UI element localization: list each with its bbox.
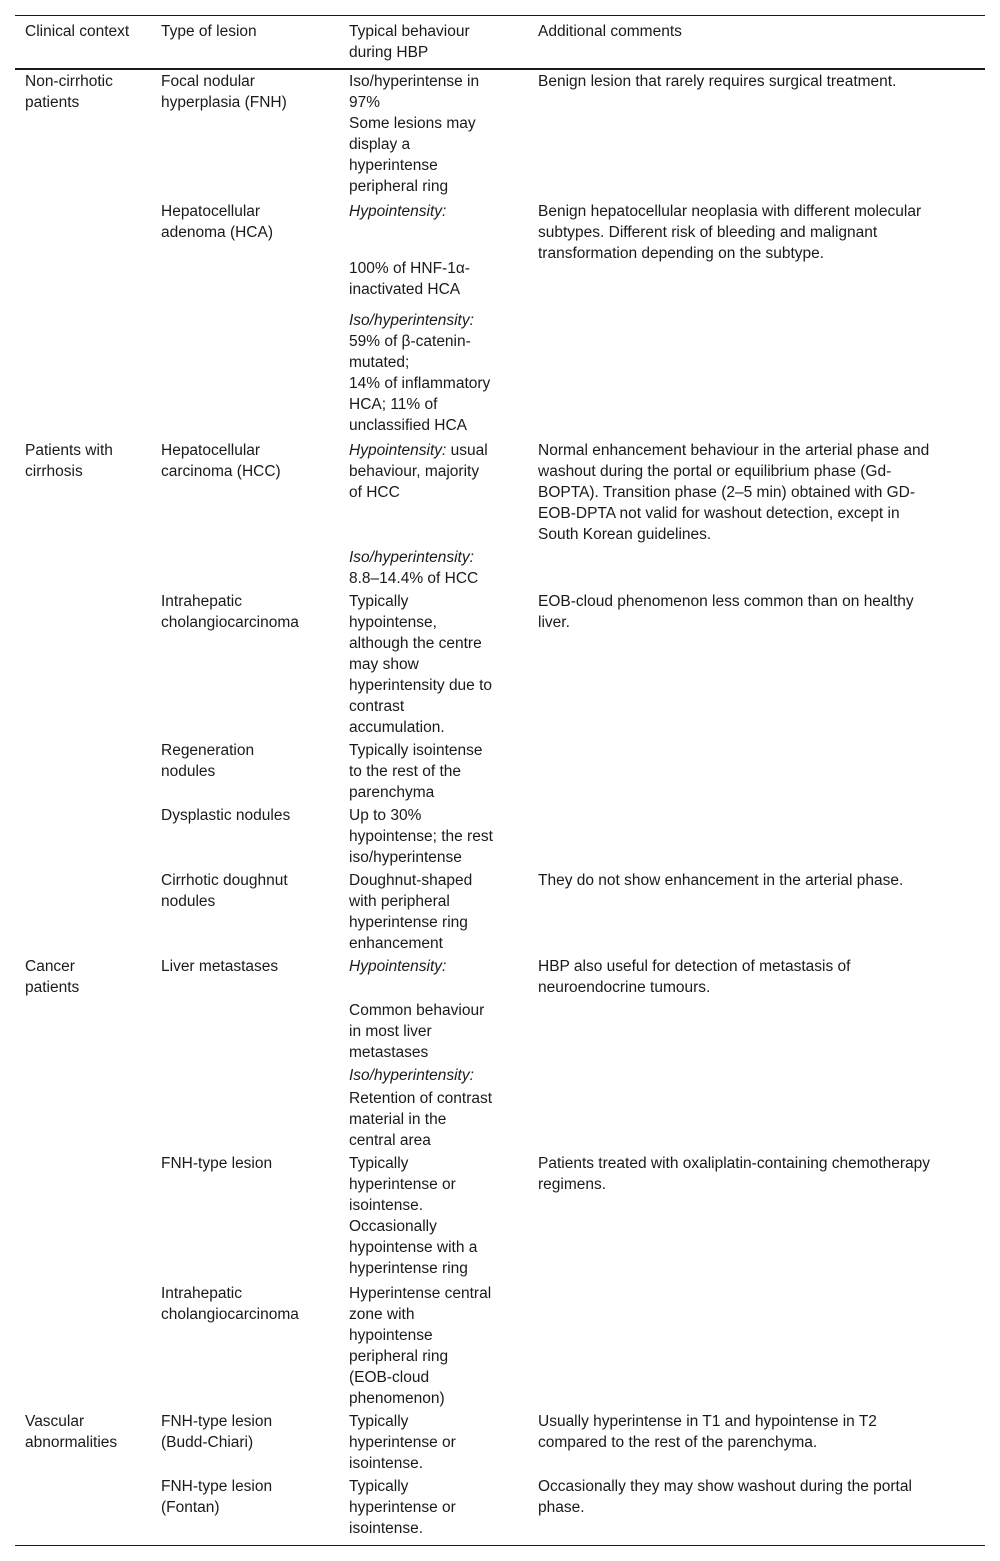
hbp-icc2: hypointense xyxy=(349,1327,433,1344)
hbp-icc2: phenomenon) xyxy=(349,1390,445,1407)
hbp-icc1: may show xyxy=(349,656,419,673)
hbp-mets: Common behaviour xyxy=(349,1002,485,1019)
lesion-icc1: cholangiocarcinoma xyxy=(161,614,299,631)
table-top-rule xyxy=(15,15,985,16)
hbp-mets: Retention of contrast xyxy=(349,1090,493,1107)
comment-fnhtype: regimens. xyxy=(538,1176,607,1193)
clinical-context-cirrhosis: Patients with xyxy=(25,442,113,459)
hbp-mets-iso-italic: Iso/hyperintensity: xyxy=(349,1067,474,1084)
clinical-context-cancer: patients xyxy=(25,979,80,996)
hbp-budd: Typically xyxy=(349,1413,409,1430)
hbp-dysplastic: iso/hyperintense xyxy=(349,849,462,866)
hbp-hcc-hypo-italic: Hypointensity: xyxy=(349,442,447,459)
hbp-hcc-iso-italic: Iso/hyperintensity: xyxy=(349,549,474,566)
comment-budd: compared to the rest of the parenchyma. xyxy=(538,1434,818,1451)
clinical-context-cirrhosis: cirrhosis xyxy=(25,463,83,480)
hbp-mets-hypo xyxy=(349,956,446,977)
hbp-hca: 100% of HNF-1α- xyxy=(349,260,470,277)
hbp-fnhtype: Occasionally xyxy=(349,1218,437,1235)
comment-hca: subtypes. Different risk of bleeding and malignant xyxy=(538,224,878,241)
hbp-budd: isointense. xyxy=(349,1455,424,1472)
hbp-hca-hypo-italic: Hypointensity: xyxy=(349,203,447,220)
comment-hcc: Normal enhancement behaviour in the arterial phase and xyxy=(538,442,930,459)
clinical-context-cancer: Cancer xyxy=(25,958,75,975)
hbp-fnhtype: hyperintense or xyxy=(349,1176,456,1193)
lesion-regen: Regeneration xyxy=(161,742,255,759)
comment-icc1: liver. xyxy=(538,614,570,631)
clinical-context-vascular: abnormalities xyxy=(25,1434,118,1451)
lesion-dysplastic: Dysplastic nodules xyxy=(161,807,291,824)
lesion-budd: FNH-type lesion xyxy=(161,1413,273,1430)
comment-fontan: Occasionally they may show washout during the portal xyxy=(538,1478,912,1495)
hbp-hcc: of HCC xyxy=(349,484,400,501)
table-header-rule xyxy=(15,68,985,70)
comment-icc1: EOB-cloud phenomenon less common than on healthy xyxy=(538,593,914,610)
clinical-context-noncirrhotic: patients xyxy=(25,94,80,111)
hbp-icc1: hypointense, xyxy=(349,614,437,631)
hbp-budd: hyperintense or xyxy=(349,1434,456,1451)
hbp-regen: parenchyma xyxy=(349,784,435,801)
hbp-doughnut: Doughnut-shaped xyxy=(349,872,473,889)
hbp-regen: to the rest of the xyxy=(349,763,462,780)
hbp-fnh: Some lesions may xyxy=(349,115,476,132)
lesion-hca: Hepatocellular xyxy=(161,203,261,220)
hbp-dysplastic: Up to 30% xyxy=(349,807,422,824)
hbp-icc1: contrast xyxy=(349,698,405,715)
hbp-mets-hypo-italic: Hypointensity: xyxy=(349,958,447,975)
hbp-hca-iso-italic: Iso/hyperintensity: xyxy=(349,312,474,329)
comment-hcc: washout during the portal or equilibrium phase (Gd- xyxy=(538,463,892,480)
lesion-fnh: hyperplasia (FNH) xyxy=(161,94,287,111)
hbp-fnh: 97% xyxy=(349,94,381,111)
lesion-fnh: Focal nodular xyxy=(161,73,255,90)
lesion-fontan: FNH-type lesion xyxy=(161,1478,273,1495)
hbp-hcc-hypo-rest: usual xyxy=(446,442,488,459)
header-type-of-lesion: Type of lesion xyxy=(161,23,257,40)
hbp-fnh: display a xyxy=(349,136,411,153)
hbp-icc2: peripheral ring xyxy=(349,1348,449,1365)
hbp-dysplastic: hypointense; the rest xyxy=(349,828,493,845)
hbp-doughnut: enhancement xyxy=(349,935,443,952)
comment-mets: neuroendocrine tumours. xyxy=(538,979,711,996)
hbp-fnhtype: hypointense with a xyxy=(349,1239,478,1256)
lesion-icc2: Intrahepatic xyxy=(161,1285,242,1302)
lesion-mets: Liver metastases xyxy=(161,958,279,975)
hbp-hca-iso xyxy=(349,310,474,331)
hbp-doughnut: hyperintense ring xyxy=(349,914,468,931)
header-typical-behaviour: Typical behaviour xyxy=(349,23,470,40)
hbp-icc2: Hyperintense central xyxy=(349,1285,492,1302)
hbp-regen: Typically isointense xyxy=(349,742,483,759)
hbp-icc1: accumulation. xyxy=(349,719,445,736)
comment-hcc: South Korean guidelines. xyxy=(538,526,712,543)
lesion-fnhtype: FNH-type lesion xyxy=(161,1155,273,1172)
hbp-fontan: hyperintense or xyxy=(349,1499,456,1516)
hbp-icc1: Typically xyxy=(349,593,409,610)
hbp-hca: inactivated HCA xyxy=(349,281,461,298)
lesion-icc1: Intrahepatic xyxy=(161,593,242,610)
lesion-hcc: carcinoma (HCC) xyxy=(161,463,281,480)
comment-hcc: EOB-DPTA not valid for washout detection, except in xyxy=(538,505,900,522)
header-additional-comments: Additional comments xyxy=(538,23,682,40)
hbp-fnhtype: isointense. xyxy=(349,1197,424,1214)
hbp-fnh: Iso/hyperintense in xyxy=(349,73,480,90)
hbp-hca: mutated; xyxy=(349,354,410,371)
hbp-hcc: behaviour, majority xyxy=(349,463,480,480)
lesion-doughnut: nodules xyxy=(161,893,216,910)
hbp-hca-hypo xyxy=(349,201,446,222)
hbp-mets: central area xyxy=(349,1132,431,1149)
lesion-fontan: (Fontan) xyxy=(161,1499,220,1516)
comment-hca: transformation depending on the subtype. xyxy=(538,245,825,262)
hbp-hcc: 8.8–14.4% of HCC xyxy=(349,570,479,587)
lesion-hcc: Hepatocellular xyxy=(161,442,261,459)
comment-fnh: Benign lesion that rarely requires surgical treatment. xyxy=(538,73,897,90)
comment-mets: HBP also useful for detection of metastasis of xyxy=(538,958,851,975)
hbp-mets-iso xyxy=(349,1065,474,1086)
comment-budd: Usually hyperintense in T1 and hypointense in T2 xyxy=(538,1413,877,1430)
hbp-icc2: (EOB-cloud xyxy=(349,1369,430,1386)
hbp-hca: 59% of β-catenin- xyxy=(349,333,471,350)
hbp-fontan: Typically xyxy=(349,1478,409,1495)
hbp-mets: material in the xyxy=(349,1111,447,1128)
table-bottom-rule xyxy=(15,1545,985,1546)
hbp-fontan: isointense. xyxy=(349,1520,424,1537)
comment-fontan: phase. xyxy=(538,1499,585,1516)
hbp-hca: HCA; 11% of xyxy=(349,396,438,413)
header-typical-behaviour: during HBP xyxy=(349,44,429,61)
header-clinical-context: Clinical context xyxy=(25,23,130,40)
comment-hcc: BOPTA). Transition phase (2–5 min) obtained with GD- xyxy=(538,484,916,501)
comment-fnhtype: Patients treated with oxaliplatin-containing chemotherapy xyxy=(538,1155,931,1172)
hbp-mets: metastases xyxy=(349,1044,429,1061)
comment-hca: Benign hepatocellular neoplasia with different molecular xyxy=(538,203,922,220)
hbp-hcc-hypo xyxy=(349,440,488,461)
lesion-hca: adenoma (HCA) xyxy=(161,224,273,241)
hbp-hca: unclassified HCA xyxy=(349,417,468,434)
hbp-icc2: zone with xyxy=(349,1306,415,1323)
lesion-budd: (Budd-Chiari) xyxy=(161,1434,254,1451)
lesion-regen: nodules xyxy=(161,763,216,780)
hbp-hca: 14% of inflammatory xyxy=(349,375,491,392)
hbp-hcc-iso xyxy=(349,547,474,568)
comment-doughnut: They do not show enhancement in the arterial phase. xyxy=(538,872,904,889)
hbp-fnhtype: Typically xyxy=(349,1155,409,1172)
hbp-doughnut: with peripheral xyxy=(349,893,450,910)
lesion-icc2: cholangiocarcinoma xyxy=(161,1306,299,1323)
hbp-fnhtype: hyperintense ring xyxy=(349,1260,468,1277)
clinical-context-noncirrhotic: Non-cirrhotic xyxy=(25,73,113,90)
hbp-fnh: hyperintense xyxy=(349,157,438,174)
clinical-context-vascular: Vascular xyxy=(25,1413,85,1430)
lesion-doughnut: Cirrhotic doughnut xyxy=(161,872,288,889)
hbp-mets: in most liver xyxy=(349,1023,432,1040)
hbp-icc1: although the centre xyxy=(349,635,482,652)
hbp-icc1: hyperintensity due to xyxy=(349,677,493,694)
hbp-fnh: peripheral ring xyxy=(349,178,449,195)
